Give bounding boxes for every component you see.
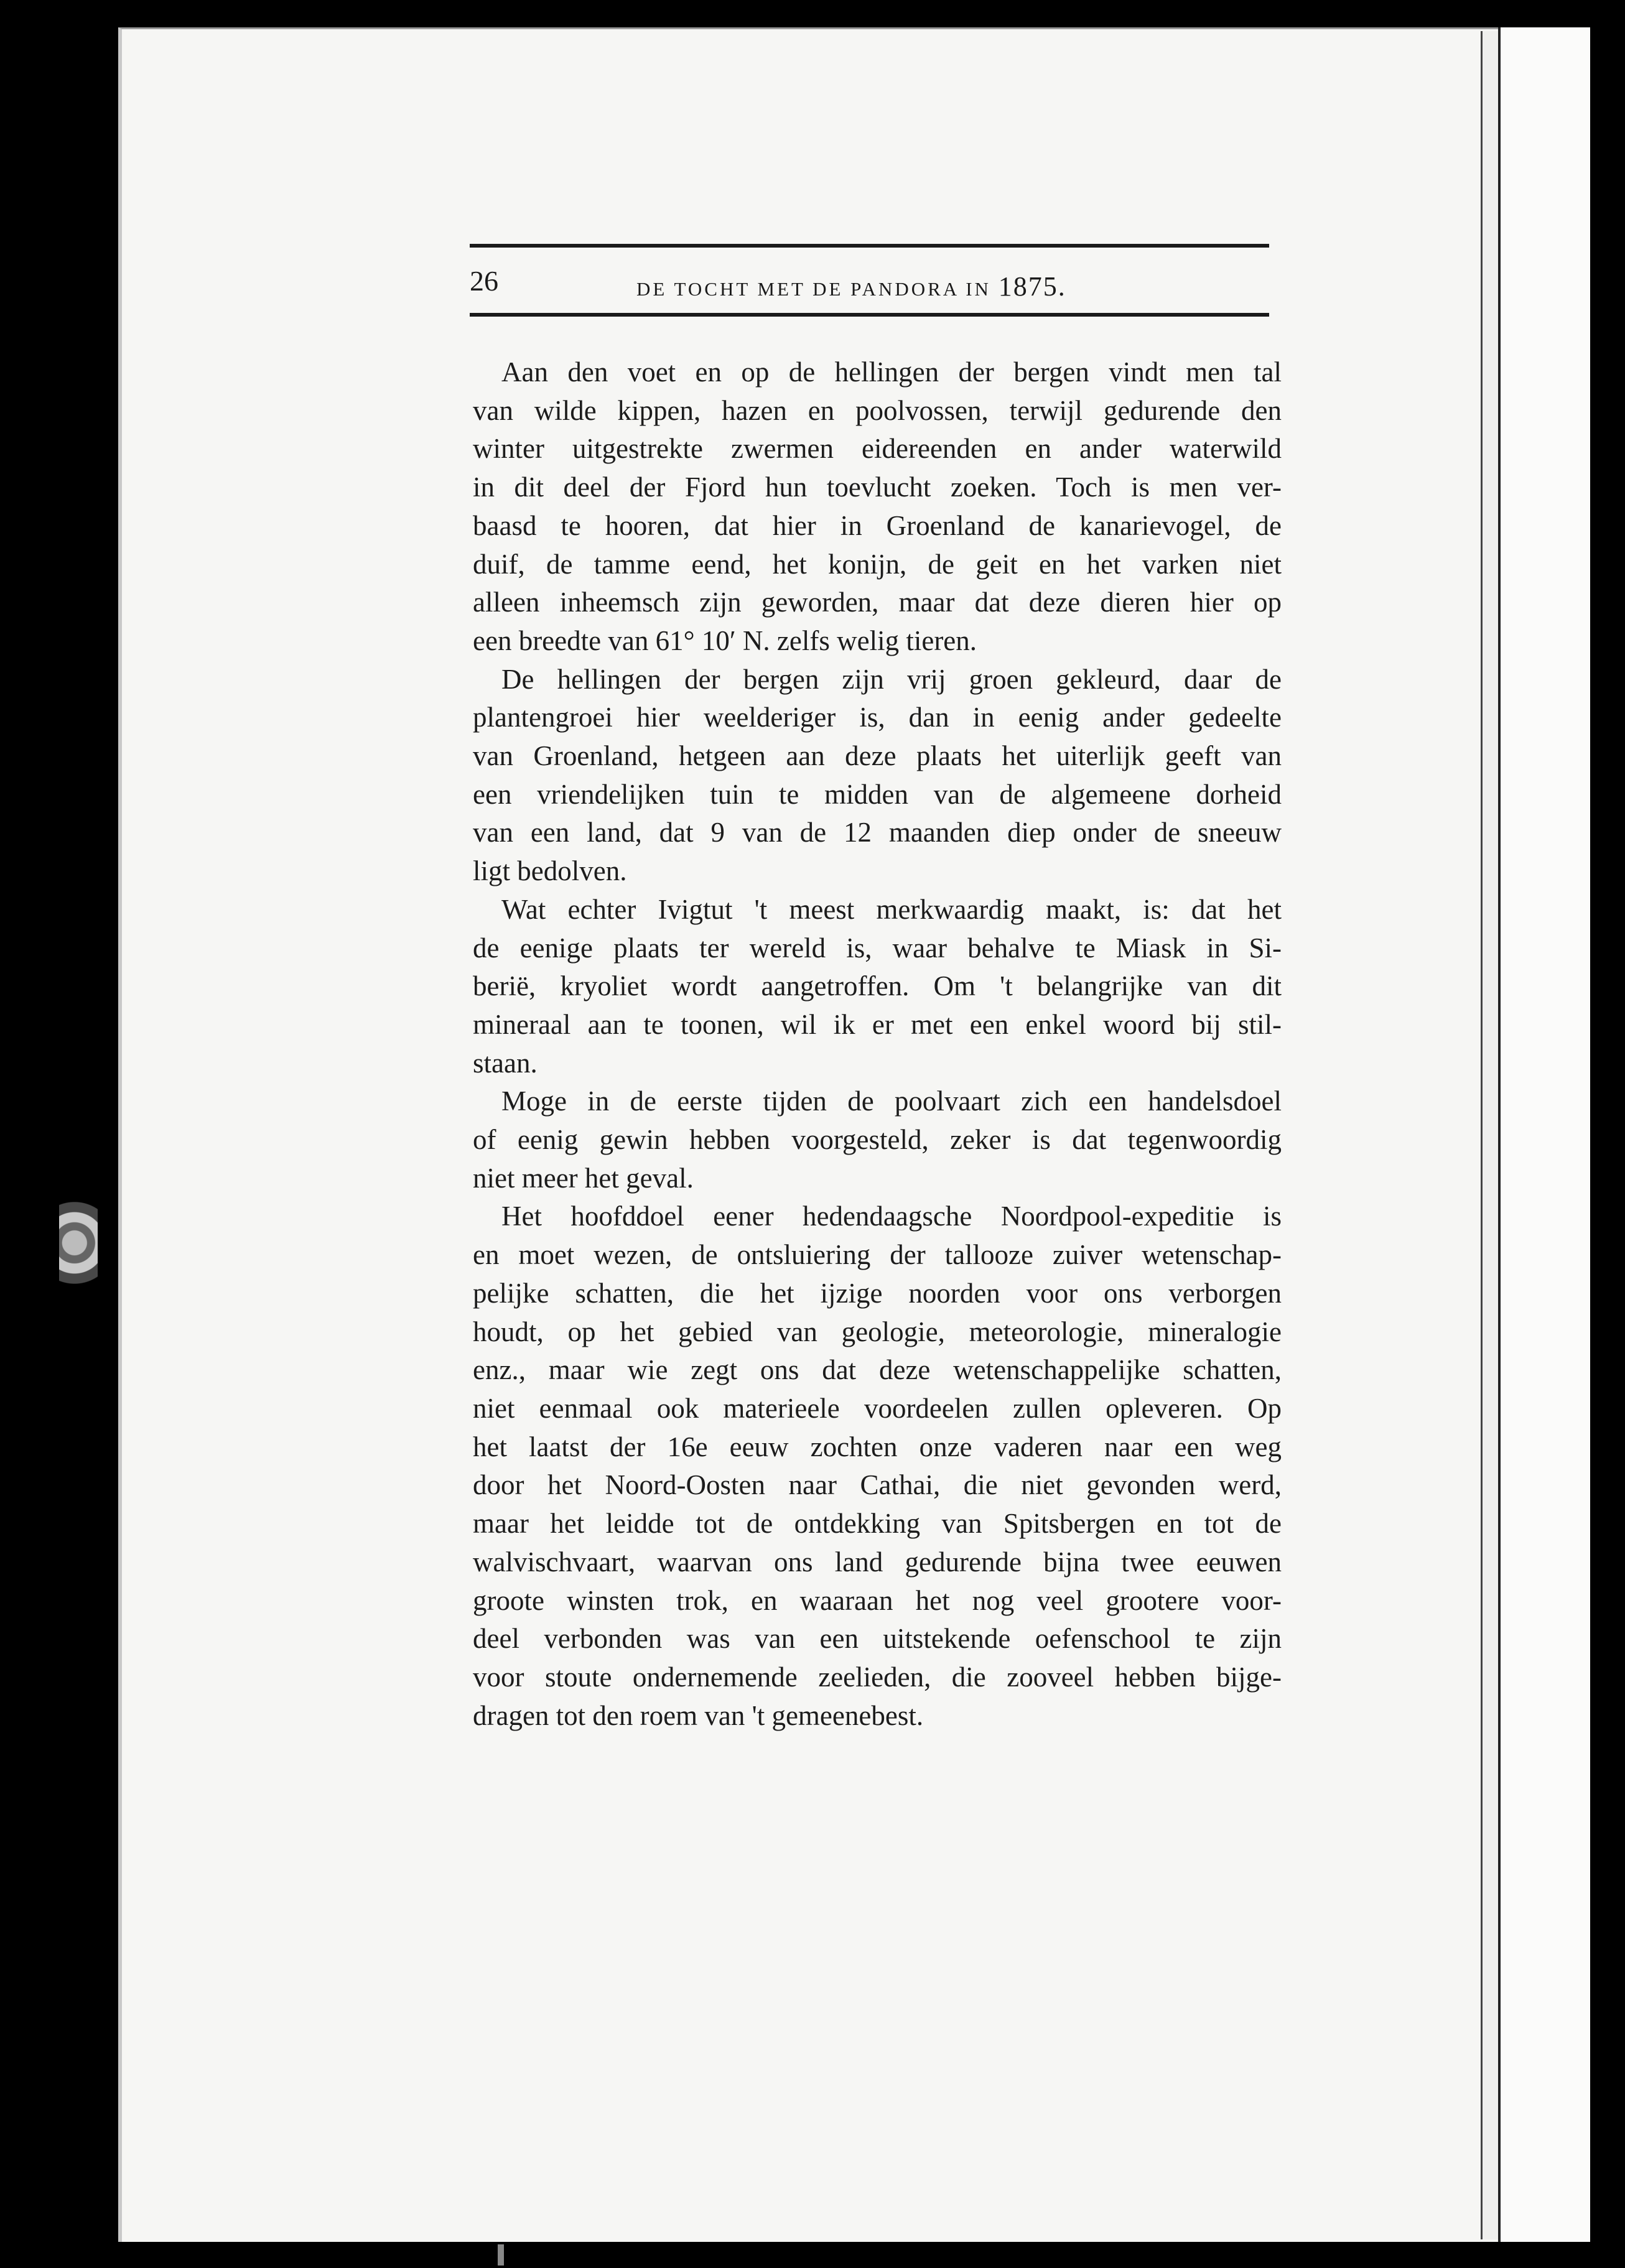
- scan-mark: [498, 2244, 504, 2266]
- text-line: ligt bedolven.: [473, 855, 627, 887]
- text-line: alleen inheemsch zijn geworden, maar dat deze dieren hier op: [473, 587, 1282, 618]
- text-line: berië, kryoliet wordt aangetroffen. Om 't belangrijke van dit: [473, 970, 1282, 1002]
- text-line: een vriendelijken tuin te midden van de algemeene dorheid: [473, 778, 1282, 810]
- text-line: maar het leidde tot de ontdekking van Spitsbergen en tot de: [473, 1508, 1282, 1540]
- adjacent-page-edge: [1498, 27, 1594, 2242]
- text-line: duif, de tamme eend, het konijn, de geit en het varken niet: [473, 548, 1282, 580]
- text-line: enz., maar wie zegt ons dat deze wetenschappelijke schatten,: [473, 1354, 1282, 1386]
- running-header: [470, 264, 1269, 305]
- paper-fragment: [59, 1201, 98, 1306]
- text-line: de eenige plaats ter wereld is, waar behalve te Miask in Si-: [473, 932, 1282, 964]
- text-line: winter uitgestrekte zwermen eidereenden en ander waterwild: [473, 433, 1282, 465]
- page-number: 26: [470, 265, 498, 297]
- paragraph: [473, 661, 1282, 891]
- text-line: Moge in de eerste tijden de poolvaart zich een handelsdoel: [501, 1085, 1282, 1117]
- text-line: een breedte van 61° 10′ N. zelfs welig tieren.: [473, 625, 977, 656]
- text-line: baasd te hooren, dat hier in Groenland de kanarievogel, de: [473, 509, 1282, 541]
- text-line: groote winsten trok, en waaraan het nog veel grootere voor-: [473, 1584, 1282, 1616]
- text-line: voor stoute ondernemende zeelieden, die zooveel hebben bijge-: [473, 1661, 1282, 1693]
- text-line: Aan den voet en op de hellingen der bergen vindt men tal: [501, 356, 1282, 388]
- text-line: in dit deel der Fjord hun toevlucht zoeken. Toch is men ver-: [473, 472, 1282, 503]
- text-line: pelijke schatten, die het ijzige noorden voor ons verborgen: [473, 1277, 1282, 1309]
- running-title-text: DE TOCHT MET DE PANDORA IN: [636, 278, 991, 300]
- text-line: staan.: [473, 1047, 538, 1079]
- paragraph: [473, 353, 1282, 661]
- text-line: niet meer het geval.: [473, 1162, 694, 1194]
- text-line: het laatst der 16e eeuw zochten onze vaderen naar een weg: [473, 1431, 1282, 1462]
- scan-border-bottom: [118, 2242, 1624, 2268]
- body-text: [473, 353, 1282, 1735]
- text-line: plantengroei hier weelderiger is, dan in eenig ander gedeelte: [473, 702, 1282, 733]
- text-line: van Groenland, hetgeen aan deze plaats het uiterlijk geeft van: [473, 740, 1282, 772]
- text-line: Wat echter Ivigtut 't meest merkwaardig maakt, is: dat het: [501, 893, 1282, 925]
- text-line: walvischvaart, waarvan ons land gedurende bijna twee eeuwen: [473, 1546, 1282, 1578]
- scan-border-top: [0, 0, 1625, 27]
- text-line: dragen tot den roem van 't gemeenebest.: [473, 1699, 924, 1731]
- text-line: deel verbonden was van een uitstekende oefenschool te zijn: [473, 1623, 1282, 1655]
- running-title: [636, 271, 1066, 302]
- header-rule-bottom: [470, 313, 1269, 317]
- paragraph: [473, 1082, 1282, 1197]
- running-title-year: 1875.: [998, 271, 1066, 302]
- text-line: en moet wezen, de ontsluiering der tallooze zuiver wetenschap-: [473, 1239, 1282, 1271]
- text-line: niet eenmaal ook materieele voordeelen zullen opleveren. Op: [473, 1392, 1282, 1424]
- paragraph: [473, 1197, 1282, 1735]
- text-line: houdt, op het gebied van geologie, meteorologie, mineralogie: [473, 1316, 1282, 1347]
- text-line: van wilde kippen, hazen en poolvossen, terwijl gedurende den: [473, 394, 1282, 426]
- text-line: De hellingen der bergen zijn vrij groen gekleurd, daar de: [501, 663, 1282, 695]
- text-line: door het Noord-Oosten naar Cathai, die niet gevonden werd,: [473, 1469, 1282, 1501]
- scan-border-left: [0, 0, 118, 2268]
- paragraph: [473, 891, 1282, 1083]
- text-line: van een land, dat 9 van de 12 maanden diep onder de sneeuw: [473, 817, 1282, 848]
- text-line: mineraal aan te toonen, wil ik er met een enkel woord bij stil-: [473, 1008, 1282, 1040]
- text-line: of eenig gewin hebben voorgesteld, zeker is dat tegenwoordig: [473, 1124, 1282, 1156]
- scan-border-right: [1590, 0, 1625, 2268]
- text-line: Het hoofddoel eener hedendaagsche Noordpool-expeditie is: [501, 1201, 1282, 1232]
- header-rule-top: [470, 244, 1269, 248]
